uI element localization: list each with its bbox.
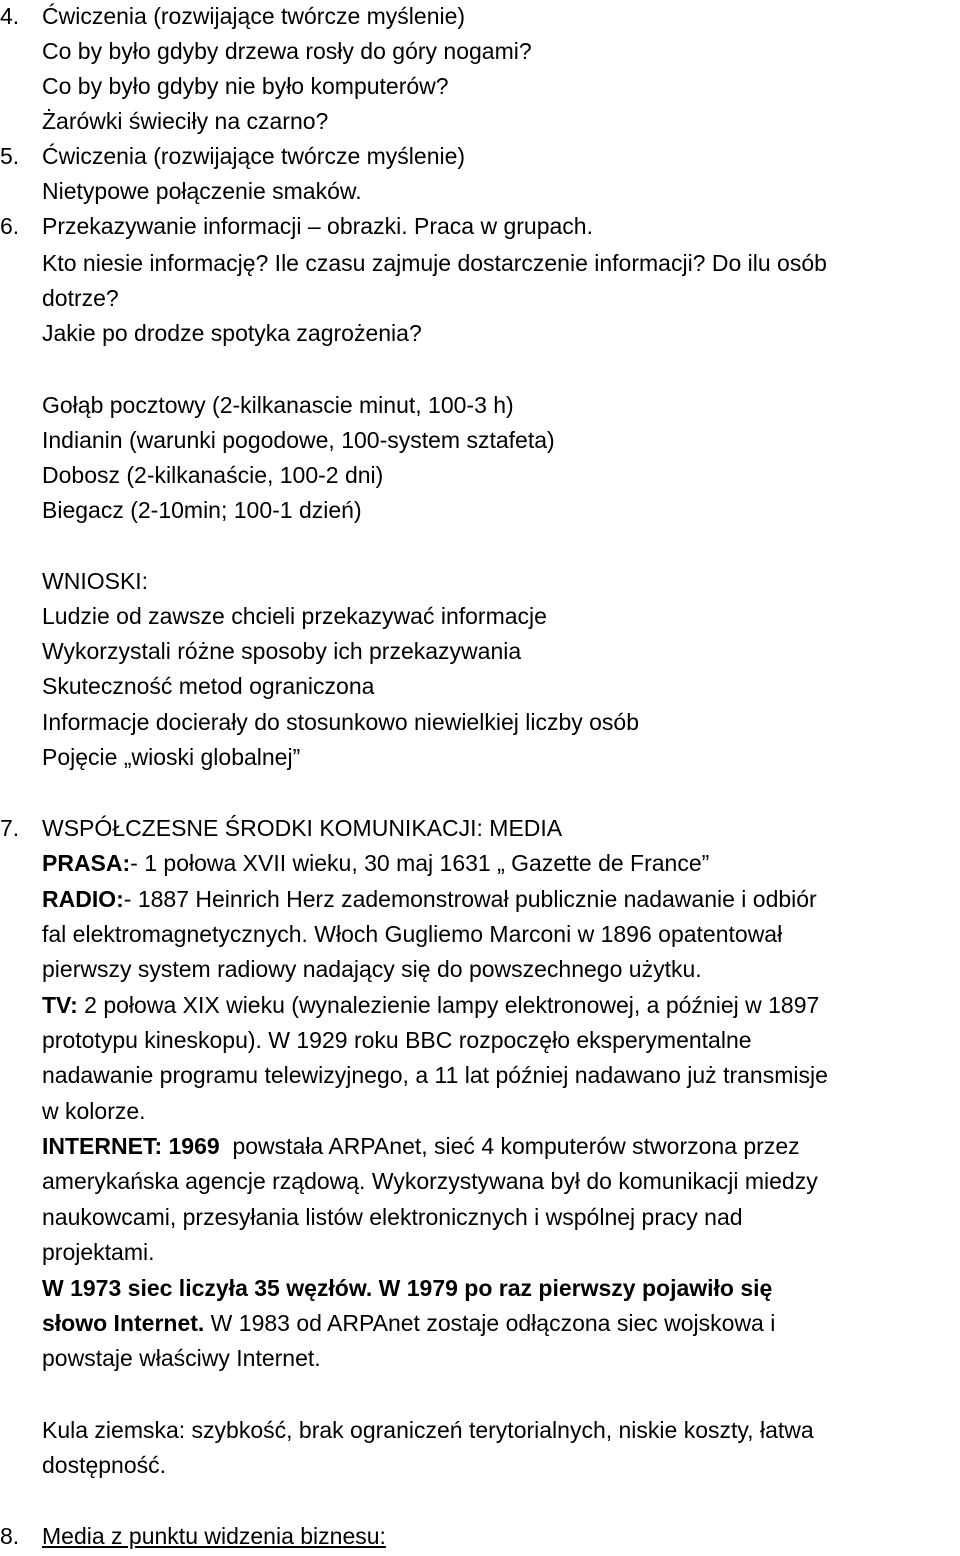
- item-7-title: WSPÓŁCZESNE ŚRODKI KOMUNIKACJI: MEDIA: [42, 815, 563, 841]
- internet-history-after-bold: W 1983 od ARPAnet zostaje odłączona siec wojskowa i: [204, 1310, 776, 1336]
- item-5-number: 5.: [0, 143, 20, 169]
- prasa-line: [42, 847, 709, 879]
- internet-text: powstała ARPAnet, sieć 4 komputerów stworzona przez: [219, 1133, 800, 1159]
- internet-line: [42, 1130, 800, 1162]
- conclusion-2: Wykorzystali różne sposoby ich przekazywania: [42, 638, 522, 664]
- item-4-number: 4.: [0, 3, 20, 29]
- internet-history-bold-2: słowo Internet.: [42, 1310, 205, 1336]
- conclusions-heading: WNIOSKI:: [42, 568, 149, 594]
- item-5-title: Ćwiczenia (rozwijające twórcze myślenie): [42, 143, 466, 169]
- internet-history-line-3: powstaje właściwy Internet.: [42, 1345, 321, 1371]
- item-4-line-2: Co by było gdyby nie było komputerów?: [42, 73, 449, 99]
- conclusion-5: Pojęcie „wioski globalnej”: [42, 744, 301, 770]
- radio-line-3: pierwszy system radiowy nadający się do powszechnego użytku.: [42, 956, 702, 982]
- item-6-number: 6.: [0, 213, 20, 239]
- internet-line-2: amerykańska agencje rządową. Wykorzystywana był do komunikacji miedzy: [42, 1168, 818, 1194]
- messenger-pigeon: Gołąb pocztowy (2-kilkanascie minut, 100-3 h): [42, 392, 514, 418]
- internet-line-3: naukowcami, przesyłania listów elektronicznych i wspólnej pracy nad: [42, 1204, 743, 1230]
- item-5-line-1: Nietypowe połączenie smaków.: [42, 178, 362, 204]
- conclusion-1: Ludzie od zawsze chcieli przekazywać informacje: [42, 603, 547, 629]
- conclusion-3: Skuteczność metod ograniczona: [42, 673, 375, 699]
- radio-line: [42, 883, 817, 915]
- prasa-text: - 1 połowa XVII wieku, 30 maj 1631 „ Gazette de France”: [130, 850, 710, 876]
- item-7-number: 7.: [0, 815, 20, 841]
- messenger-runner: Biegacz (2-10min; 100-1 dzień): [42, 497, 362, 523]
- globe-line-2: dostępność.: [42, 1452, 167, 1478]
- item-6-question-2: dotrze?: [42, 285, 119, 311]
- messenger-indian: Indianin (warunki pogodowe, 100-system sztafeta): [42, 427, 555, 453]
- item-6-question-3: Jakie po drodze spotyka zagrożenia?: [42, 320, 422, 346]
- prasa-label: PRASA:: [42, 850, 131, 876]
- item-4-line-1: Co by było gdyby drzewa rosły do góry nogami?: [42, 38, 532, 64]
- radio-label: RADIO:: [42, 886, 124, 912]
- tv-line-3: nadawanie programu telewizyjnego, a 11 lat później nadawano już transmisje: [42, 1062, 828, 1088]
- tv-line-4: w kolorze.: [42, 1098, 146, 1124]
- internet-line-4: projektami.: [42, 1239, 155, 1265]
- item-6-question-1: Kto niesie informację? Ile czasu zajmuje dostarczenie informacji? Do ilu osób: [42, 250, 827, 276]
- messenger-drummer: Dobosz (2-kilkanaście, 100-2 dni): [42, 462, 384, 488]
- internet-history-line-2: [42, 1307, 775, 1339]
- radio-line-2: fal elektromagnetycznych. Włoch Gugliemo Marconi w 1896 opatentował: [42, 921, 783, 947]
- item-8-title: Media z punktu widzenia biznesu:: [42, 1523, 386, 1549]
- item-6-title: Przekazywanie informacji – obrazki. Praca w grupach.: [42, 213, 593, 239]
- globe-line-1: Kula ziemska: szybkość, brak ograniczeń terytorialnych, niskie koszty, łatwa: [42, 1417, 814, 1443]
- internet-history-bold-1: W 1973 siec liczyła 35 węzłów. W 1979 po raz pierwszy pojawiło się: [42, 1275, 773, 1301]
- tv-line-2: prototypu kineskopu). W 1929 roku BBC rozpoczęło eksperymentalne: [42, 1027, 752, 1053]
- tv-line: [42, 989, 819, 1021]
- internet-label: INTERNET: 1969: [42, 1133, 220, 1159]
- tv-label: TV:: [42, 992, 78, 1018]
- item-8-number: 8.: [0, 1523, 20, 1549]
- item-4-title: Ćwiczenia (rozwijające twórcze myślenie): [42, 3, 466, 29]
- conclusion-4: Informacje docierały do stosunkowo niewielkiej liczby osób: [42, 709, 640, 735]
- tv-text: 2 połowa XIX wieku (wynalezienie lampy elektronowej, a później w 1897: [77, 992, 820, 1018]
- radio-text: - 1887 Heinrich Herz zademonstrował publicznie nadawanie i odbiór: [123, 886, 817, 912]
- item-4-line-3: Żarówki świeciły na czarno?: [42, 108, 329, 134]
